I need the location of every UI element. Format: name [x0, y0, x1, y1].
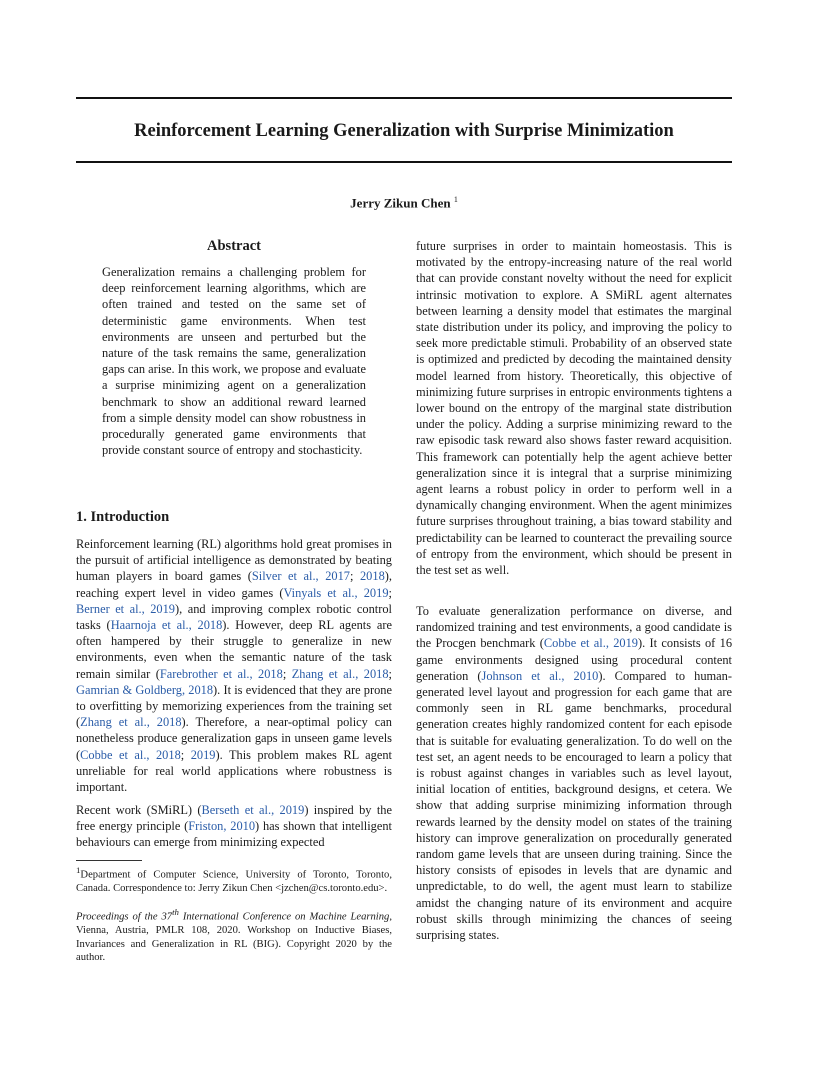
citation-link[interactable]: Haarnoja et al., 2018: [110, 618, 223, 633]
author-line: [76, 192, 732, 211]
text-run: ). It consists of 16 game environments designed using procedural content generation (: [416, 636, 733, 683]
right-column-paragraph-2: [416, 603, 732, 943]
text-run: ;: [388, 585, 392, 600]
citation-link[interactable]: Zhang et al., 2018: [291, 666, 389, 681]
text-run: Reinforcement learning (RL) algorithms hold great promises in the pursuit of artificial intelligence as demonstrated by beating human players in board games (: [76, 537, 392, 584]
text-run: ). This problem makes RL agent unreliable for real world applications where robustness is important.: [76, 747, 392, 795]
citation-link[interactable]: Berseth et al., 2019: [201, 803, 305, 817]
text-run: ;: [349, 569, 360, 584]
text-run: Recent work (SMiRL) (: [76, 803, 202, 817]
footnote-affiliation-text: Department of Computer Science, University of Toronto, Toronto, Canada. Correspondence to: Jerry Zikun Chen <jzchen@cs.toronto.edu>.: [76, 869, 392, 895]
citation-link[interactable]: Vinyals et al., 2019: [283, 585, 389, 600]
text-run: ), and improving complex robotic control tasks (: [76, 601, 392, 633]
citation-link[interactable]: Silver et al., 2017: [251, 569, 350, 584]
abstract-paragraph: Generalization remains a challenging problem for deep reinforcement learning algorithms, which are often trained and tested on the same set of deterministic game environments. When test environments are unseen and perturbed but the nature of the task remains the same, generalization gaps can arise. In this work, we propose and evaluate a surprise minimizing agent on a generalization benchmark to show an additional reward learned from a simple density model can show robustness in procedurally generated game environments that provide constant source of entropy and stochasticity.: [102, 265, 366, 458]
text-run: ). However, deep RL agents are often hampered by their struggle to generalize in new environments, even when the semantic nature of the task remain similar (: [76, 618, 392, 681]
text-run: ;: [388, 666, 392, 681]
text-run: ;: [180, 747, 191, 762]
text-run: ;: [282, 666, 292, 681]
citation-link[interactable]: Farebrother et al., 2018: [159, 666, 283, 681]
text-run: th: [172, 907, 179, 917]
title-top-rule: [76, 97, 732, 99]
citation-link[interactable]: Cobbe et al., 2018: [80, 747, 181, 762]
text-run: ). Compared to human-generated level layout and progression for each game that are commonly seen in RL game benchmarks, procedural generation creates highly randomized content for each episode that is suitable for evaluating generalization. To do well on the test set, an agent needs to be encouraged to learn a policy that is robust against changes in variables such as level layout, initial location of entities, background designs, et cetera. We show that adding surprise minimizing information through rewards learned by the density model on states of the training history can improve generalization on procedurally generated random game levels that are unseen during training. Since the history consists of episodes in levels that are dynamic and unpredictable, to do well, the agent must learn to stabilize amidst the changing nature of its environment and acquire robust skills through minimizing the chances of seeing surprising states.: [416, 668, 732, 943]
introduction-paragraph-2: [76, 802, 392, 851]
citation-link[interactable]: Gamrian & Goldberg, 2018: [76, 682, 214, 697]
author-name: Jerry Zikun Chen: [350, 195, 451, 211]
footnote-mark: 1: [76, 865, 81, 875]
arxiv-stamp: [10, 300, 60, 700]
text-run: ). Therefore, a near-optimal policy can nonetheless produce generalization gaps in unseen game levels (: [76, 715, 392, 762]
paragraph-text: future surprises in order to maintain homeostasis. This is motivated by the entropy-increasing nature of the real world that can provide constant novelty without the need for explicit intrinsic motivation to explore. A SMiRL agent alternates between learning a density model that estimates the marginal state distribution under its policy, and improving the policy to seek more predictable stimuli. Probability of an observed state is optimized and predicted by decoding the maintained density model learned from history. Theoretically, this objective of minimizing future surprises in entropic environments tightens a lower bound on the entropy of the marginal state distribution under the policy. Adding a surprise minimizing reward to the raw episodic task reward also shows faster reward acquisition. This framework can potentially help the agent achieve better generalization since it is integral that a surprise minimizing agent learns a robust policy in order to perform well in a dynamically changing environment. When the agent minimizes future surprises throughout training, a bias toward stability and predictability can be learned to counteract the prevailing source of entropy from the environment, which should be present in the test set as well.: [416, 239, 732, 578]
abstract-heading: Abstract: [207, 238, 261, 254]
text-run: ) inspired by the free energy principle (: [76, 803, 392, 834]
introduction-heading: 1. Introduction: [76, 509, 170, 525]
introduction-paragraph-1: [76, 536, 392, 795]
text-run: ), reaching expert level in video games (: [76, 569, 392, 600]
paper-title: Reinforcement Learning Generalization with Surprise Minimization: [134, 121, 674, 141]
footnote-rule: [76, 860, 142, 861]
text-run: ). It is evidenced that they are prone to overfitting by memorizing experiences from the training set (: [76, 682, 392, 730]
citation-link[interactable]: Zhang et al., 2018: [80, 715, 182, 730]
text-run: ) has shown that intelligent behaviours can emerge from minimizing expected: [76, 819, 392, 850]
title-bottom-rule: [76, 161, 732, 163]
citation-link[interactable]: Johnson et al., 2010: [481, 668, 599, 683]
text-run: Proceedings of the 37: [76, 911, 173, 923]
abstract-text: [102, 264, 366, 458]
text-run: , Vienna, Austria, PMLR 108, 2020. Workshop on Inductive Biases, Invariances and Generalization in RL (BIG). Copyright 2020 by the author.: [76, 911, 392, 964]
citation-link[interactable]: 2018: [359, 569, 385, 584]
text-run: To evaluate generalization performance on diverse, and randomized training and test environments, a good candidate is the Procgen benchmark (: [416, 604, 732, 651]
footnote-proceedings: [76, 906, 392, 965]
citation-link[interactable]: Berner et al., 2019: [76, 601, 176, 616]
citation-link[interactable]: Friston, 2010: [188, 819, 256, 834]
text-run: International Conference on Machine Learning: [178, 911, 390, 923]
author-affiliation-mark: 1: [453, 195, 458, 204]
citation-link[interactable]: Cobbe et al., 2019: [543, 636, 639, 651]
right-column-paragraph-1: [416, 238, 732, 578]
footnote-affiliation: [76, 864, 392, 896]
citation-link[interactable]: 2019: [190, 747, 216, 762]
